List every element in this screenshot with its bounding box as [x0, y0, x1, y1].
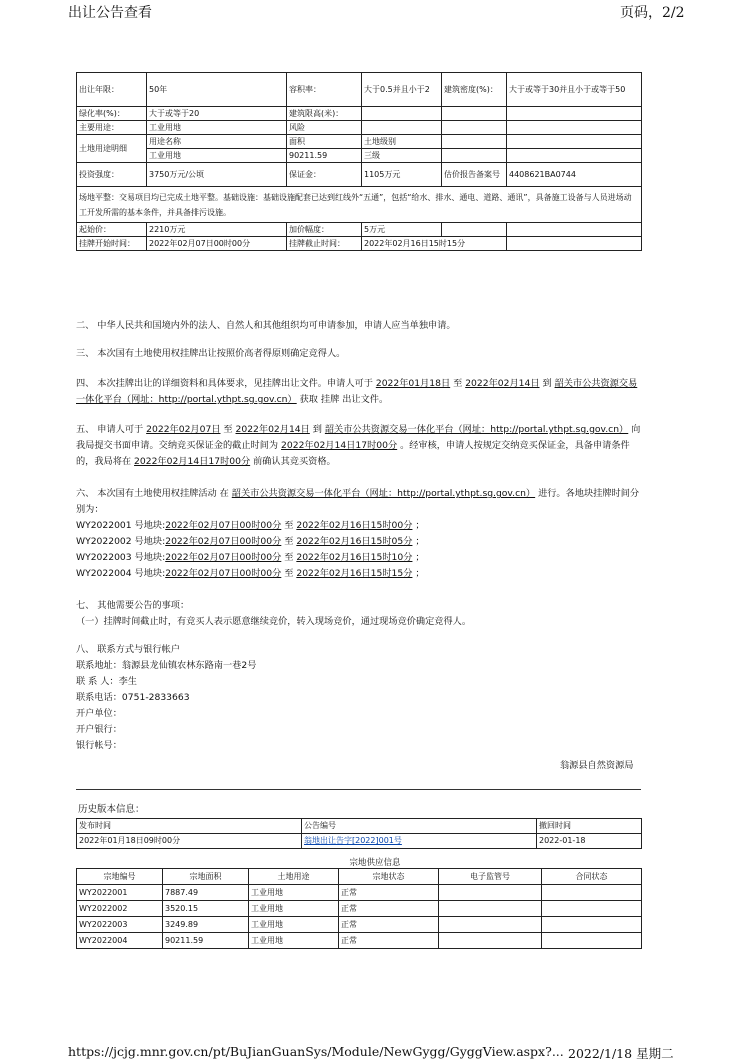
label-plot-ratio: 容积率： [287, 73, 362, 107]
platform-link[interactable]: 韶关市公共资源交易一体化平台（网址：http://portal.ythpt.sg.gov.cn） [231, 488, 536, 499]
table-cell [542, 917, 642, 933]
header-use-name: 用途名称 [147, 135, 287, 149]
history-table [76, 818, 642, 849]
label-term: 出让年限： [77, 73, 147, 107]
value-area: 90211.59 [287, 149, 362, 163]
value-term: 50年 [147, 73, 287, 107]
table-cell [439, 901, 542, 917]
section-7-title: 七、 其他需要公告的事项： [76, 600, 190, 611]
history-notice-link[interactable]: 翁地出让告字[2022]001号 [302, 834, 537, 849]
label-building-density: 建筑密度(%)： [442, 73, 507, 107]
table-row [77, 885, 642, 901]
section-3: 三、 本次国有土地使用权挂牌出让按照价高者得原则确定竞得人。 [76, 348, 346, 359]
table-row [77, 901, 642, 917]
value-investment-intensity: 3750万元/公顷 [147, 163, 287, 187]
supply-table [76, 868, 642, 949]
table-cell: 3520.15 [163, 901, 249, 917]
plot-start: 2022年02月07日00时00分 [165, 568, 282, 579]
platform-link[interactable]: 韶关市公共资源交易一体化平台（网址：http://portal.ythpt.sg.gov.cn） [324, 424, 629, 435]
supply-header: 电子监管号 [439, 869, 542, 885]
supply-header: 宗地状态 [339, 869, 439, 885]
table-cell [542, 933, 642, 949]
contact-person: 联 系 人：李生 [76, 676, 137, 687]
supply-header: 宗地编号 [77, 869, 163, 885]
value-plot-ratio: 大于0.5并且小于2 [362, 73, 442, 107]
label-risk: 风险 [287, 121, 362, 135]
plot-code: WY2022001 [76, 520, 132, 531]
value-green-ratio: 大于或等于20 [147, 107, 287, 121]
deposit-deadline: 2022年02月14日17时00分 [281, 440, 398, 451]
table-row [77, 917, 642, 933]
table-cell: 3249.89 [163, 917, 249, 933]
table-cell: 90211.59 [163, 933, 249, 949]
contact-phone: 联系电话：0751-2833663 [76, 692, 190, 703]
table-cell: 7887.49 [163, 885, 249, 901]
supply-header: 合同状态 [542, 869, 642, 885]
value-building-density: 大于或等于30并且小于或等于50 [507, 73, 642, 107]
table-cell [439, 917, 542, 933]
table-cell [542, 885, 642, 901]
plot-listing-line: WY2022002 号地块:2022年02月07日00时00分 至 2022年02月16日15时05分 ； [76, 536, 425, 547]
table-cell [542, 901, 642, 917]
divider [76, 789, 641, 790]
history-header: 公告编号 [302, 819, 537, 834]
page-url: https://jcjg.mnr.gov.cn/pt/BuJianGuanSys/Module/NewGygg/GyggView.aspx?... [68, 1044, 564, 1059]
label-deposit: 保证金： [287, 163, 362, 187]
table-cell: WY2022004 [77, 933, 163, 949]
value-use-name: 工业用地 [147, 149, 287, 163]
table-cell: 正常 [339, 917, 439, 933]
table-cell: 正常 [339, 933, 439, 949]
contact-address: 联系地址：翁源县龙仙镇农林东路南一巷2号 [76, 660, 257, 671]
plot-end: 2022年02月16日15时15分 [296, 568, 413, 579]
section-4: 四、 本次挂牌出让的详细资料和具体要求，见挂牌出让文件。申请人可于 2022年01月18日 至 2022年02月14日 到 韶关市公共资源交易一体化平台（网址：http://portal.ythpt.sg.gov.cn） 获取 挂牌 出让文件。 [76, 378, 638, 405]
history-title: 历史版本信息： [78, 804, 145, 815]
value-start-price: 2210万元 [147, 223, 287, 237]
plot-end: 2022年02月16日15时05分 [296, 536, 413, 547]
header-land-grade: 土地级别 [362, 135, 442, 149]
section-7-item: （一）挂牌时间截止时，有竞买人表示愿意继续竞价，转入现场竞价，通过现场竞价确定竞得人。 [76, 616, 472, 627]
site-conditions: 场地平整：交易项目均已完成土地平整。基础设施：基础设施配套已达到红线外“五通”，包括“给水、排水、通电、道路、通讯”，具备施工设备与人员进场动工开发所需的基本条件，并具备排污设施。 [77, 187, 642, 223]
bank-name: 开户银行： [76, 724, 122, 735]
header-area: 面积 [287, 135, 362, 149]
value-appraisal-no: 4408621BA0744 [507, 163, 642, 187]
value-listing-start: 2022年02月07日00时00分 [147, 237, 287, 251]
label-listing-end: 挂牌截止时间： [287, 237, 362, 251]
table-cell: 工业用地 [249, 933, 339, 949]
value-increment: 5万元 [362, 223, 442, 237]
plot-code: WY2022003 [76, 552, 132, 563]
plot-code: WY2022004 [76, 568, 132, 579]
page-number: 页码，2/2 [620, 5, 685, 21]
plot-start: 2022年02月07日00时00分 [165, 520, 282, 531]
plot-listing-line: WY2022003 号地块:2022年02月07日00时00分 至 2022年02月16日15时10分 ； [76, 552, 425, 563]
plot-info-table [76, 72, 642, 251]
plot-start: 2022年02月07日00时00分 [165, 536, 282, 547]
section-2: 二、 中华人民共和国境内外的法人、自然人和其他组织均可申请参加，申请人应当单独申请。 [76, 320, 456, 331]
history-header: 发布时间 [77, 819, 302, 834]
label-increment: 加价幅度： [287, 223, 362, 237]
plot-end: 2022年02月16日15时00分 [296, 520, 413, 531]
plot-listing-line: WY2022001 号地块:2022年02月07日00时00分 至 2022年02月16日15时00分 ； [76, 520, 425, 531]
value-risk [362, 121, 442, 135]
section-5: 五、 申请人可于 2022年02月07日 至 2022年02月14日 到 韶关市公共资源交易一体化平台（网址：http://portal.ythpt.sg.gov.cn） 向我局提交书面申请。交纳竞买保证金的截止时间为 2022年02月14日17时00分 。经审核，申请人按规定交纳竞买保证金，具备申请条件的，我局将在 2022年02月14日17时00分 前确认其竞买资格。 [76, 424, 641, 467]
table-cell: 正常 [339, 901, 439, 917]
issuing-authority: 翁源县自然资源局 [560, 760, 634, 771]
table-cell: 正常 [339, 885, 439, 901]
print-datetime: 2022/1/18 星期二 [568, 1046, 674, 1061]
label-green-ratio: 绿化率(%)： [77, 107, 147, 121]
value-height-limit [362, 107, 442, 121]
table-cell: WY2022003 [77, 917, 163, 933]
section-6: 六、 本次国有土地使用权挂牌活动 在 韶关市公共资源交易一体化平台（网址：http://portal.ythpt.sg.gov.cn） 进行。各地块挂牌时间分别为： WY2022001 号地块:2022年02月07日00时00分 至 2022年02月16日15时00分 ； WY2022002 号地块:2022年02月07日00时00分 至 2022年02月16日15时05分 ； WY2022003 号地块:2022年02月07日00时00分 至 2022年02月16日15时10分 ； WY2022004 号地块:2022年02月07日00时00分 至 2022年02月16日15时15分 ； [76, 486, 646, 582]
plot-listing-line: WY2022004 号地块:2022年02月07日00时00分 至 2022年02月16日15时15分 ； [76, 568, 425, 579]
table-cell [439, 933, 542, 949]
label-land-use-detail: 土地用途明细 [77, 135, 147, 163]
label-investment-intensity: 投资强度： [77, 163, 147, 187]
date-from: 2022年01月18日 [375, 378, 451, 389]
table-cell [439, 885, 542, 901]
apply-date-from: 2022年02月07日 [146, 424, 221, 435]
plot-code: WY2022002 [76, 536, 132, 547]
plot-end: 2022年02月16日15时10分 [296, 552, 413, 563]
history-publish-time: 2022年01月18日09时00分 [77, 834, 302, 849]
table-cell: WY2022002 [77, 901, 163, 917]
date-to: 2022年02月14日 [465, 378, 540, 389]
value-land-grade: 三级 [362, 149, 442, 163]
section-7 [76, 598, 646, 630]
table-row [77, 933, 642, 949]
table-cell: 工业用地 [249, 885, 339, 901]
label-listing-start: 挂牌开始时间： [77, 237, 147, 251]
window-title: 出让公告查看 [68, 5, 152, 21]
platform-link[interactable]: 韶关市公共资源交易一体化平台（网址：http://portal.ythpt.sg.gov.cn） [76, 378, 638, 405]
label-height-limit: 建筑限高(米)： [287, 107, 362, 121]
label-main-use: 主要用途： [77, 121, 147, 135]
bank-unit: 开户单位： [76, 708, 122, 719]
label-appraisal-no: 估价报告备案号 [442, 163, 507, 187]
section-8 [76, 642, 646, 754]
value-deposit: 1105万元 [362, 163, 442, 187]
bank-account: 银行帐号： [76, 740, 122, 751]
supply-header: 土地用途 [249, 869, 339, 885]
value-listing-end: 2022年02月16日15时15分 [362, 237, 507, 251]
history-header: 撤回时间 [537, 819, 642, 834]
apply-date-to: 2022年02月14日 [235, 424, 310, 435]
table-cell: WY2022001 [77, 885, 163, 901]
qualification-deadline: 2022年02月14日17时00分 [134, 456, 251, 467]
plot-start: 2022年02月07日00时00分 [165, 552, 282, 563]
history-withdraw-time: 2022-01-18 [537, 834, 642, 849]
value-main-use: 工业用地 [147, 121, 287, 135]
supply-header: 宗地面积 [163, 869, 249, 885]
label-start-price: 起始价： [77, 223, 147, 237]
section-8-title: 八、 联系方式与银行帐户 [76, 644, 180, 655]
table-cell: 工业用地 [249, 917, 339, 933]
table-cell: 工业用地 [249, 901, 339, 917]
supply-caption: 宗地供应信息 [349, 858, 401, 868]
